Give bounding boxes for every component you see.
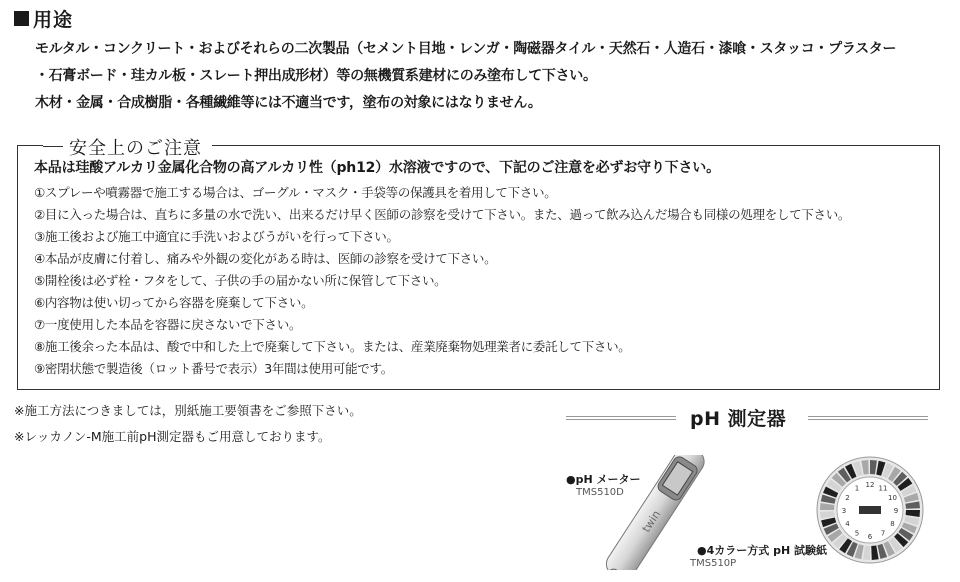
ph-paper-dial-image [815,455,925,565]
ph-paper-name: ●4カラー方式 pH 試験紙 [697,544,827,557]
ph-dial-number: 5 [854,529,860,538]
ph-meter-code: TMS510D [576,487,624,498]
ph-paper-code: TMS510P [690,558,737,569]
footnote: ※レッカノン-M施工前pH測定器もご用意しております。 [14,429,331,444]
ph-dial-number: 11 [878,484,888,493]
safety-notes-box [17,138,940,390]
ph-meter-brand: twin [639,508,664,535]
ph-dial-number: 6 [867,533,873,541]
safety-note-item: ②目に入った場合は、直ちに多量の水で洗い、出来るだけ早く医師の診察を受けて下さい。また、過って飲み込んだ場合も同様の処理をして下さい。 [34,207,851,222]
usage-line: ・石膏ボード・珪カル板・スレート押出成形材）等の無機質系建材にのみ塗布して下さい。 [35,68,597,84]
black-square-bullet-icon [14,11,29,26]
usage-heading [14,5,73,32]
safety-note-item: ⑧施工後余った本品は、酸で中和した上で廃棄して下さい。または、産業廃棄物処理業者に委託して下さい。 [34,339,631,354]
ph-dial-number: 7 [880,529,886,538]
ph-meter-name: ●pH メーター [566,473,641,486]
safety-notes-title: 安全上のご注意 [43,134,212,160]
safety-note-item: ⑥内容物は使い切ってから容器を廃棄して下さい。 [34,295,314,310]
footnote: ※施工方法につきましては，別紙施工要領書をご参照下さい。 [14,403,362,418]
ph-dial-number: 4 [845,520,850,528]
safety-note-item: ③施工後および施工中適宜に手洗いおよびうがいを行って下さい。 [34,229,399,244]
safety-note-item: ④本品が皮膚に付着し、痛みや外観の変化がある時は、医師の診察を受けて下さい。 [34,251,497,266]
ph-dial-number: 10 [888,494,897,502]
ph-dial-number: 1 [854,484,860,493]
safety-note-item: ⑦一度使用した本品を容器に戻さないで下さい。 [34,317,302,332]
ph-title-rule-left [566,416,676,420]
ph-title-rule-right [808,416,928,420]
usage-line: 木材・金属・合成樹脂・各種繊維等には不適当です，塗布の対象にはなりません。 [35,95,542,111]
ph-dial-number: 8 [890,520,895,528]
safety-notes-intro: 本品は珪酸アルカリ金属化合物の高アルカリ性（ph12）水溶液ですので、下記のご注意を必ずお守り下さい。 [34,160,720,176]
ph-dial-number: 2 [845,494,850,502]
ph-dial-number: 9 [893,507,899,515]
safety-note-item: ⑨密閉状態で製造後（ロット番号で表示）3年間は使用可能です。 [34,361,393,376]
usage-title: 用途 [33,9,74,31]
ph-dial-number: 12 [865,481,875,489]
safety-note-item: ⑤開栓後は必ず栓・フタをして、子供の手の届かない所に保管して下さい。 [34,273,447,288]
usage-line: モルタル・コンクリート・およびそれらの二次製品（セメント目地・レンガ・陶磁器タイル・天然石・人造石・漆喰・スタッコ・プラスター [35,41,897,57]
ph-dial-number: 3 [841,507,847,515]
safety-note-item: ①スプレーや噴霧器で施工する場合は、ゴーグル・マスク・手袋等の保護具を着用して下さい。 [34,185,557,200]
ph-section-title: pH 測定器 [690,408,787,430]
